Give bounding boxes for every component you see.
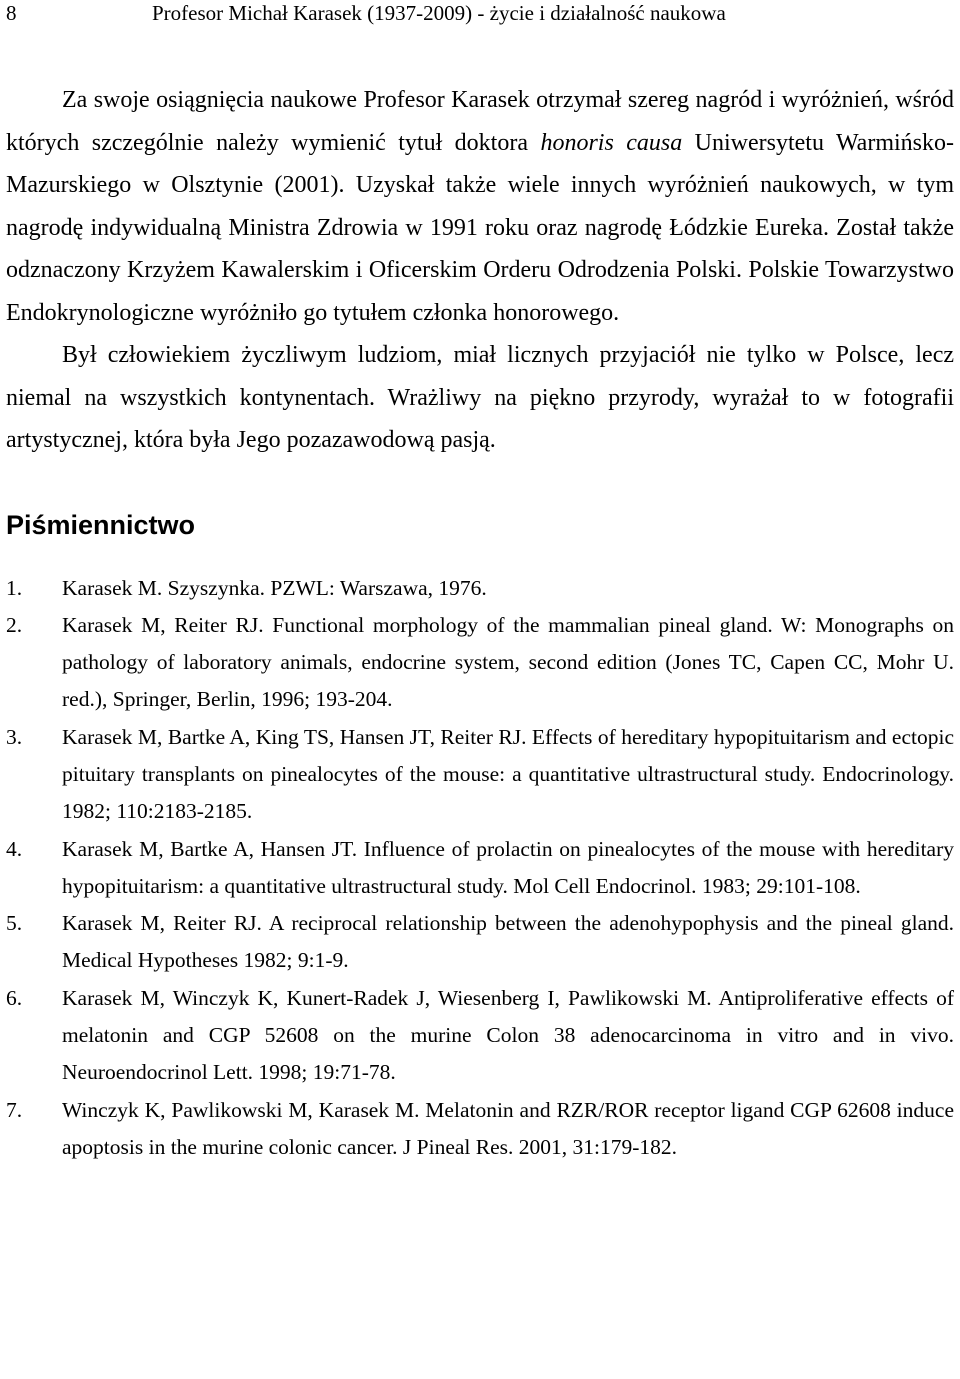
reference-number: 3. [6,724,23,749]
reference-text: Karasek M, Bartke A, King TS, Hansen JT, Reiter RJ. Effects of hereditary hypopituitarism and ectopic pituitary transplants on pinealocytes of the mouse: a quantitative ultrastructural study. Endocrinology. 1982; 110:2183-2185. [62,724,954,824]
reference-number: 5. [6,911,23,936]
references-list [6,570,954,1167]
reference-item [6,905,954,980]
reference-text: Karasek M, Bartke A, Hansen JT. Influence of prolactin on pinealocytes of the mouse with hereditary hypopituitarism: a quantitative ultrastructural study. Mol Cell Endocrinol. 1983; 29:101-108. [62,836,954,898]
paragraph-awards-text-1: Za swoje osiągnięcia naukowe Profesor Karasek otrzymał szereg nagród i wyróżnień, wśród których szczególnie należy wymienić tytuł doktora [6,87,954,156]
reference-text: Karasek M. Szyszynka. PZWL: Warszawa, 1976. [62,575,487,600]
paragraph-personal: Był człowiekiem życzliwym ludziom, miał licznych przyjaciół nie tylko w Polsce, lecz niemal na wszystkich kontynentach. Wrażliwy na piękno przyrody, wyrażał to w fotografii artystycznej, która była Jego pozazawodową pasją. [6,342,954,453]
reference-item [6,719,954,831]
reference-number: 1. [6,575,23,600]
reference-text: Karasek M, Reiter RJ. Functional morphology of the mammalian pineal gland. W: Monographs on pathology of laboratory animals, endocrine system, second edition (Jones TC, Capen CC, Mohr U. red.), Springer, Berlin, 1996; 193-204. [62,612,954,712]
page-number: 8 [6,1,17,25]
reference-number: 6. [6,985,23,1010]
paragraph-awards-italic: honoris causa [540,129,683,156]
reference-text: Karasek M, Winczyk K, Kunert-Radek J, Wiesenberg I, Pawlikowski M. Antiproliferative effects of melatonin and CGP 52608 on the murine Colon 38 adenocarcinoma in vitro and in vivo. Neuroendocrinol Lett. 1998; 19:71-78. [62,985,954,1085]
references-heading: Piśmiennictwo [6,509,196,540]
reference-text: Karasek M, Reiter RJ. A reciprocal relationship between the adenohypophysis and the pineal gland. Medical Hypotheses 1982; 9:1-9. [62,911,954,973]
reference-number: 2. [6,612,23,637]
reference-number: 7. [6,1097,23,1122]
reference-number: 4. [6,836,23,861]
reference-item [6,1092,954,1167]
paragraph-awards [6,79,954,334]
reference-item [6,831,954,906]
reference-text: Winczyk K, Pawlikowski M, Karasek M. Melatonin and RZR/ROR receptor ligand CGP 62608 induce apoptosis in the murine colonic cancer. J Pineal Res. 2001, 31:179-182. [62,1097,954,1159]
reference-item [6,570,954,607]
reference-item [6,607,954,719]
reference-item [6,980,954,1092]
paragraph-awards-text-2: Uniwersytetu Warmińsko-Mazurskiego w Olsztynie (2001). Uzyskał także wiele innych wyróżnień naukowych, w tym nagrodę indywidualną Ministra Zdrowia w 1991 roku oraz nagrodę Łódzkie Eureka. Został także odznaczony Krzyżem Kawalerskim i Oficerskim Orderu Odrodzenia Polski. Polskie Towarzystwo Endokrynologiczne wyróżniło go tytułem członka honorowego. [6,129,954,326]
document-page [6,0,954,1166]
running-header [6,0,954,26]
body-text [6,79,954,462]
header-title: Profesor Michał Karasek (1937-2009) - życie i działalność naukowa [152,1,726,25]
